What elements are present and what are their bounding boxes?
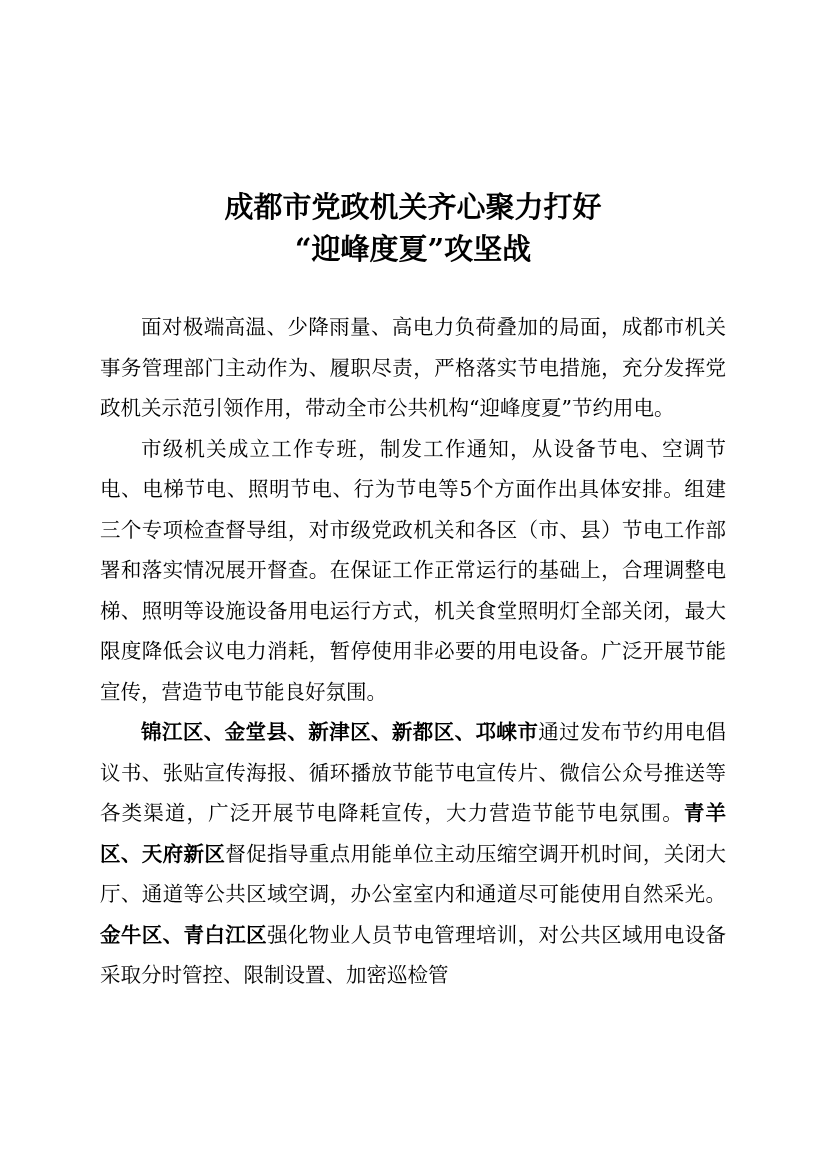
paragraph-2 — [100, 429, 726, 713]
paragraph-1 — [100, 307, 726, 429]
district-names-bold: 锦江区、金堂县、新津区、新都区、邛崃市 — [141, 720, 539, 744]
district-names-bold: 青羊区、天府新区 — [100, 801, 726, 866]
document-body — [100, 307, 726, 996]
paragraph-3 — [100, 712, 726, 996]
paragraph-text: 督促指导重点用能单位主动压缩空调开机时间，关闭大厅、通道等公共区域空调，办公室室内和通道尽可能使用自然采光。 — [100, 841, 727, 906]
paragraph-text: 市级机关成立工作专班，制发工作通知，从设备节电、空调节电、电梯节电、照明节电、行为节电等5个方面作出具体安排。组建三个专项检查督导组，对市级党政机关和各区（市、县）节电工作部署和落实情况展开督查。在保证工作正常运行的基础上，合理调整电梯、照明等设施设备用电运行方式，机关食堂照明灯全部关闭，最大限度降低会议电力消耗，暂停使用非必要的用电设备。广泛开展节能宣传，营造节电节能良好氛围。 — [100, 436, 726, 704]
paragraph-text: 面对极端高温、少降雨量、高电力负荷叠加的局面，成都市机关事务管理部门主动作为、履职尽责，严格落实节电措施，充分发挥党政机关示范引领作用，带动全市公共机构“迎峰度夏”节约用电。 — [100, 315, 726, 420]
paragraph-text: 强化物业人员节电管理培训，对公共区域用电设备采取分时管控、限制设置、加密巡检管 — [100, 922, 727, 987]
title-line-1: 成都市党政机关齐心聚力打好 — [224, 190, 602, 224]
title-line-2: “迎峰度夏”攻坚战 — [294, 232, 532, 266]
document-title — [100, 186, 726, 270]
district-names-bold: 金牛区、青白江区 — [100, 922, 268, 947]
paragraph-text: 通过发布节约用电倡议书、张贴宣传海报、循环播放节能节电宣传片、微信公众号推送等各类渠道，广泛开展节电降耗宣传，大力营造节能节电氛围。 — [100, 720, 727, 825]
